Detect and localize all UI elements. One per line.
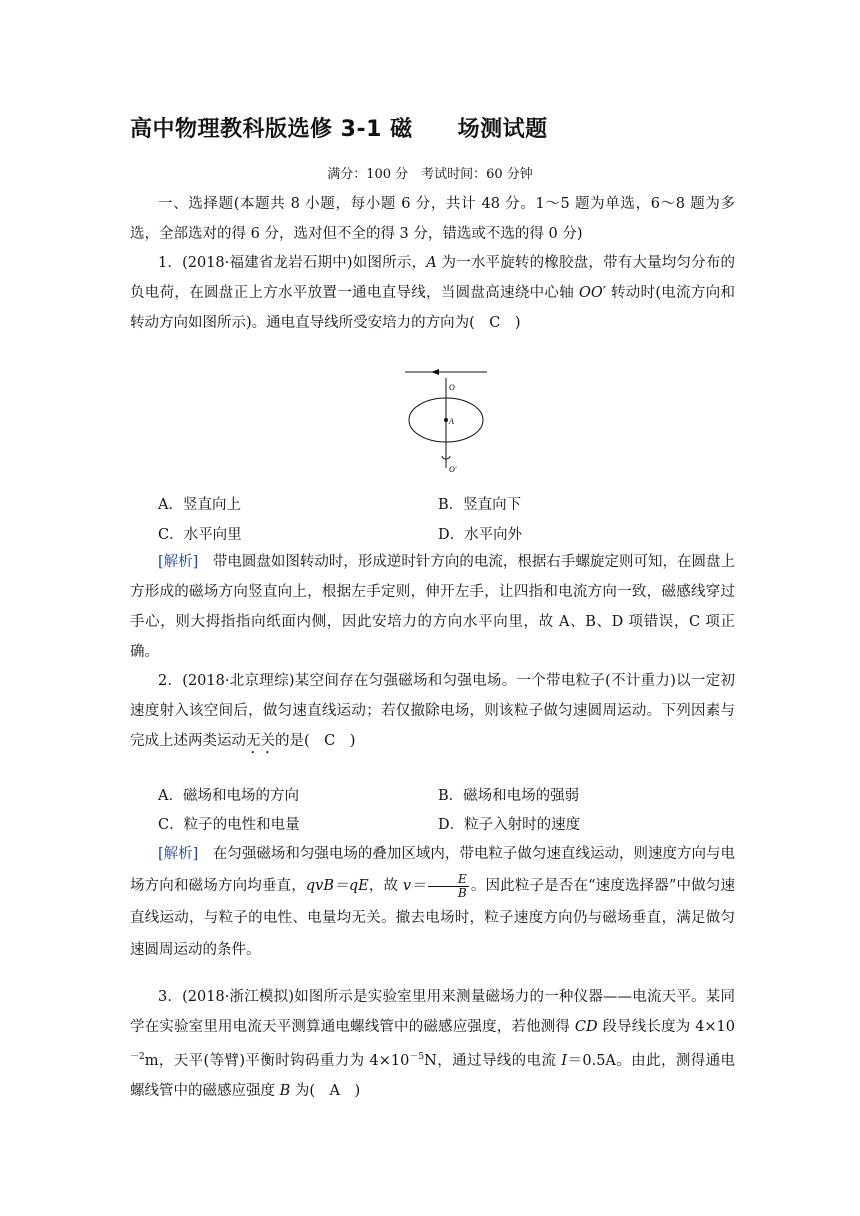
q1-option-c: C．水平向里 [158,527,242,543]
label-a: A [449,417,454,426]
q1-option-b: B．竖直向下 [438,497,522,513]
fraction-e-over-b: $\frac{E}{B}$ [428,873,469,900]
page-title: 高中物理教科版选修 3-1 磁 场测试题 [130,117,548,142]
q1-option-d: D．水平向外 [438,527,523,543]
section-instructions: 一、选择题(本题共 8 小题，每小题 6 分，共计 48 分。1～5 题为单选，6～8 题为多选，全部选对的得 6 分，选对但不全的得 3 分，错选或不选的得 0 分) [130,196,735,242]
q2-option-a: A．磁场和电场的方向 [158,788,299,804]
analysis-tag: [解析] [158,554,199,570]
label-o: O [449,383,455,392]
exam-meta: 满分：100 分 考试时间：60 分钟 [327,167,533,182]
question-3-stem: 3．(2018·浙江模拟)如图所示是实验室里用来测量磁场力的一种仪器——电流天平。某同学在实验室里用电流天平测算通电螺线管中的磁感应强度，若他测得 CD 段导线长度为 $4\times 10^{-2}m$，天平(等臂)平衡时钩码重力为 $4\times 10^{-5}N$，通过导线的电流 I＝0.5A。由此，测得通电螺线管中的磁感应强度 B 为( A ) [130,989,736,1099]
disk-center [444,418,448,422]
q2-option-c: C．粒子的电性和电量 [158,817,300,833]
question-1-stem: 1．(2018·福建省龙岩石期中)如图所示，A 为一水平旋转的橡胶盘，带有大量均匀分布的负电荷，在圆盘正上方水平放置一通电直导线，当圆盘高速绕中心轴 OO′ 转动时(电流方向和转动方向如图所示)。通电直导线所受安培力的方向为( C ) [130,255,736,331]
q2-option-d: D．粒子入射时的速度 [438,817,581,833]
q2-option-b: B．磁场和电场的强弱 [438,788,580,804]
analysis-tag: [解析] [158,846,199,862]
current-arrow [431,369,439,375]
label-o-prime: O′ [449,465,457,474]
rotating-disk-figure [395,360,505,480]
question-1-analysis: [解析] 带电圆盘如图转动时，形成逆时针方向的电流，根据右手螺旋定则可知，在圆盘上方形成的磁场方向竖直向上，根据左手定则，伸开左手，让四指和电流方向一致，磁感线穿过手心，则大拇指指向纸面内侧，因此安培力的方向水平向里，故 A、B、D 项错误，C 项正确。 [130,554,735,660]
q1-option-a: A．竖直向上 [158,497,241,513]
question-2-stem: 2．(2018·北京理综)某空间存在匀强磁场和匀强电场。一个带电粒子(不计重力)以一定初速度射入该空间后，做匀速直线运动；若仅撤除电场，则该粒子做匀速圆周运动。下列因素与完成上述两类运动无关的是( C ) [130,673,735,749]
question-2-analysis: [解析] 在匀强磁场和匀强电场的叠加区域内，带电粒子做匀速直线运动，则速度方向与电场方向和磁场方向均垂直，qvB＝qE，故 v＝ $\frac{E}{B}$ 。因此粒子是否在“速度选择器”中做匀速直线运动，与粒子的电性、电量均无关。撤去电场时，粒子速度方向仍与磁场垂直，满足做匀速圆周运动的条件。 [130,846,735,958]
